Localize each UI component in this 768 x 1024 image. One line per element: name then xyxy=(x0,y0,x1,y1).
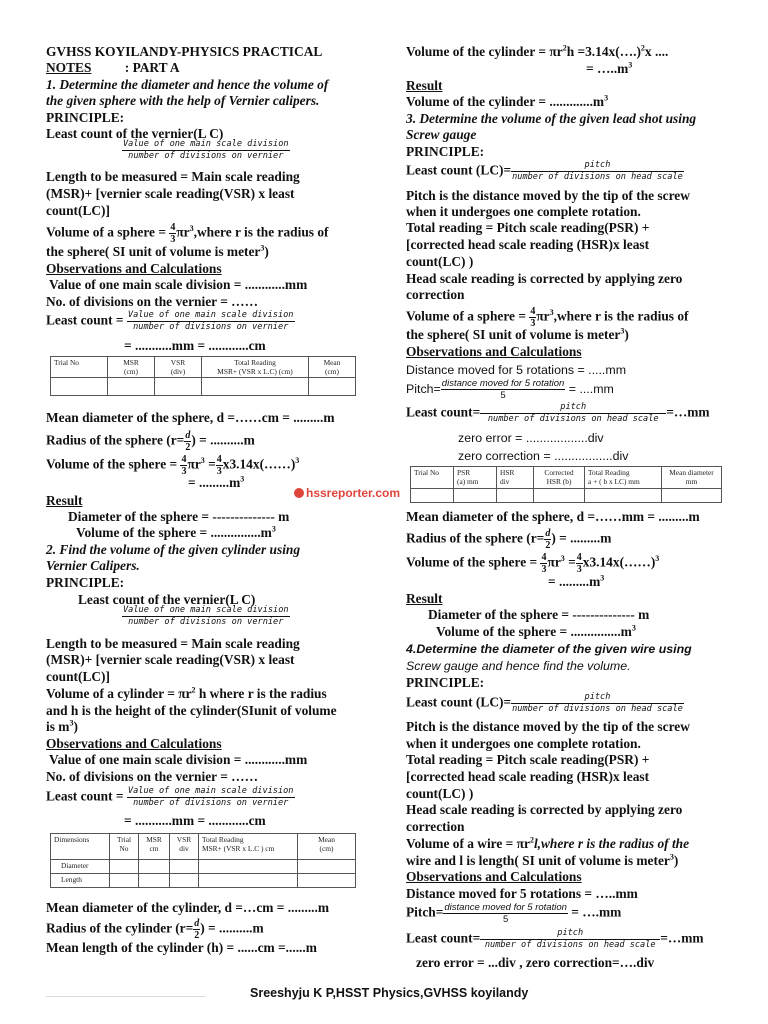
text: MSR xyxy=(123,358,139,367)
text: wire and l is length( SI unit of volume is meter xyxy=(406,853,670,868)
four-thirds-fraction: $\frac{4}{3}$ xyxy=(576,552,582,575)
exp4-total1: Total reading = Pitch scale reading(PSR) + xyxy=(406,752,650,767)
exp3-title-line1: 3. Determine the volume of the given lead shot using xyxy=(406,111,697,126)
exp4-principle-heading: PRINCIPLE: xyxy=(406,675,485,690)
exp4-least-count xyxy=(406,928,704,951)
exp2-principle-heading: PRINCIPLE: xyxy=(46,575,125,590)
exp1-radius xyxy=(46,430,255,453)
exp3-title-line2: Screw gauge xyxy=(406,127,477,142)
exp2-length-line2: (MSR)+ [vernier scale reading(VSR) x least xyxy=(46,652,295,667)
table-header-cell: Trial No xyxy=(411,467,454,489)
text: = …..m xyxy=(586,61,629,76)
text: x .... xyxy=(644,44,669,59)
table-cell xyxy=(110,860,139,874)
text: Volume of the cylinder = .............m xyxy=(406,94,605,109)
pitch-fraction: $\frac{\text{pitch}}{\text{number of divisions on head scale}}$ xyxy=(480,402,666,425)
notes-label: NOTES xyxy=(46,60,92,75)
exp1-sphere-volume-formula: Volume of a sphere = $\frac{4}{3}$ $\pi r^3,where$ r is the radius of xyxy=(46,222,329,245)
exp3-volume-result: = $.........m^3$ xyxy=(548,573,605,589)
exp2-least-count-label: Least count of the vernier(L C) xyxy=(78,592,256,607)
four-thirds-fraction: $\frac{4}{3}$ xyxy=(181,454,187,477)
exp1-mean-diameter: Mean diameter of the sphere, d =……cm = .........m xyxy=(46,410,335,425)
text: MSR+ (VSR x L.C ) cm xyxy=(202,844,275,853)
exp3-observation-table xyxy=(410,466,722,503)
exp1-si-unit: the sphere( SI unit of volume is meter$^3$) xyxy=(46,243,269,259)
exp2-mean-length: Mean length of the cylinder (h) = ......cm =......m xyxy=(46,940,317,955)
text: = ....mm xyxy=(568,381,614,396)
exp2-result-volume: Volume of the cylinder = $.............m^3$ xyxy=(406,93,609,109)
text: ) = ..........m xyxy=(191,432,255,448)
exp4-total3: count(LC) ) xyxy=(406,786,474,801)
exp2-title-line2: Vernier Calipers. xyxy=(46,558,140,573)
exp2-cylinder-volume-line1: Volume of a cylinder = $\pi r^2$ h where r is the radius xyxy=(46,685,327,701)
pitch-fraction: $\frac{\text{pitch}}{\text{number of divisions on head scale}}$ xyxy=(512,692,683,714)
exp1-length-line3: count(LC)] xyxy=(46,203,110,218)
table-header-cell xyxy=(662,467,722,489)
table-cell xyxy=(298,860,356,874)
exp4-lc-formula xyxy=(406,692,684,715)
text: πr xyxy=(187,456,201,472)
exp2-lc-result: = ...........mm = ............cm xyxy=(124,813,266,828)
text: l,where r is the radius of the xyxy=(533,836,690,851)
four-thirds-fraction: $\frac{4}{3}$ xyxy=(170,222,176,245)
table-cell xyxy=(199,860,298,874)
header-part xyxy=(46,60,180,76)
exp1-length-line1: Length to be measured = Main scale reading xyxy=(46,169,300,184)
table-header-cell xyxy=(108,357,155,378)
exp1-least-count-label: Least count of the vernier(L C) xyxy=(46,126,224,141)
exp3-pitch xyxy=(406,378,614,401)
text: div xyxy=(500,477,510,486)
text: hssreporter.com xyxy=(306,486,401,500)
text: Pitch= xyxy=(406,381,441,396)
exp1-observations-heading: Observations and Calculations xyxy=(46,261,222,276)
table-header-cell xyxy=(199,834,298,860)
table-cell xyxy=(199,874,298,888)
text: Least count (LC)= xyxy=(406,694,512,710)
exp3-pitch-def1: Pitch is the distance moved by the tip of the screw xyxy=(406,188,690,203)
text: Least count = xyxy=(46,312,124,328)
text: MSR xyxy=(146,835,162,844)
exp1-title-line1: 1. Determine the diameter and hence the volume of xyxy=(46,77,329,92)
text: (cm) xyxy=(124,367,138,376)
text: Least count= xyxy=(406,930,481,946)
exp1-volume-result: = $.........m^3$ xyxy=(188,474,245,490)
table-cell xyxy=(411,489,454,503)
d-over-2-fraction: $\frac{d}{2}$ xyxy=(545,528,551,551)
cylinder-volume-calc: Volume of the cylinder = $\pi r^2h$ =3.14x(….)$^2$x .... xyxy=(406,43,669,59)
exp1-no-div: No. of divisions on the vernier = …… xyxy=(46,294,258,309)
table-cell xyxy=(585,489,662,503)
exp4-pitch-def2: when it undergoes one complete rotation. xyxy=(406,736,641,751)
pitch-distance-fraction: $\frac{\text{distance moved for 5 rotation}}{5}$ xyxy=(444,902,567,925)
text: div xyxy=(179,844,189,853)
text: Total Reading xyxy=(202,835,244,844)
exp2-mean-diameter: Mean diameter of the cylinder, d =…cm = .........m xyxy=(46,900,330,915)
exp2-one-msd: Value of one main scale division = ............mm xyxy=(49,752,308,767)
four-thirds-fraction: $\frac{4}{3}$ xyxy=(530,306,536,329)
text: = ….mm xyxy=(571,904,622,920)
text: πr xyxy=(536,308,550,324)
text: = xyxy=(204,456,216,472)
text: Least count = xyxy=(46,788,124,804)
text: (cm) xyxy=(325,367,339,376)
header-title: GVHSS KOYILANDY-PHYSICS PRACTICAL xyxy=(46,44,323,59)
four-thirds-fraction: $\frac{4}{3}$ xyxy=(216,454,222,477)
exp1-result-heading: Result xyxy=(46,493,83,508)
exp4-title-line1: 4.Determine the diameter of the given wire using xyxy=(406,642,692,656)
table-cell: Diameter xyxy=(51,860,110,874)
table-cell xyxy=(534,489,585,503)
table-cell xyxy=(309,378,356,396)
exp2-no-div: No. of divisions on the vernier = …… xyxy=(46,769,258,784)
table-cell xyxy=(110,874,139,888)
text: Least count= xyxy=(406,404,481,420)
exp3-mean-diameter: Mean diameter of the sphere, d =……mm = .........m xyxy=(406,509,700,524)
watermark-logo-icon xyxy=(294,488,304,498)
exp2-cylinder-volume-line2: and h is the height of the cylinder(SIunit of volume xyxy=(46,703,337,718)
lc-fraction: $\frac{\text{Value of one main scale division}}{\text{number of divisions on vernier}}$ xyxy=(123,605,289,627)
exp3-zero-correction: zero correction = .................div xyxy=(458,449,629,463)
exp2-observations-heading: Observations and Calculations xyxy=(46,736,222,751)
exp3-total1: Total reading = Pitch scale reading(PSR) + xyxy=(406,220,650,235)
lc-fraction: $\frac{\text{Value of one main scale division}}{\text{number of divisions on vernier}}$ xyxy=(127,786,294,808)
exp4-title-line2: Screw gauge and hence find the volume. xyxy=(406,659,631,673)
exp1-lc-formula xyxy=(122,139,290,162)
table-header-cell xyxy=(110,834,139,860)
table-header-cell xyxy=(170,834,199,860)
exp1-least-count xyxy=(46,310,295,333)
cylinder-volume-result: = $\dots..m^3$ xyxy=(586,60,633,76)
text: = xyxy=(564,554,576,570)
exp3-head-corr1: Head scale reading is corrected by applying zero xyxy=(406,271,683,286)
table-cell xyxy=(51,378,108,396)
table-cell: Length xyxy=(51,874,110,888)
d-over-2-fraction: $\frac{d}{2}$ xyxy=(194,918,200,941)
footer-divider xyxy=(46,996,206,997)
exp4-pitch xyxy=(406,902,621,925)
table-cell xyxy=(202,378,309,396)
lc-fraction: $\frac{\text{Value of one main scale division}}{\text{number of divisions on vernier}}$ xyxy=(127,310,294,332)
exp2-observation-table xyxy=(50,833,356,888)
text: is m xyxy=(46,719,70,734)
text: Total Reading xyxy=(234,358,276,367)
pitch-distance-fraction: $\frac{\text{distance moved for 5 rotation}}{5}$ xyxy=(441,378,565,401)
text: Radius of the cylinder (r= xyxy=(46,920,194,936)
exp3-result-volume: Volume of the sphere = $...............m^3$ xyxy=(436,623,636,639)
text: h where r is the radius xyxy=(195,686,327,701)
exp2-length-line3: count(LC)] xyxy=(46,669,110,684)
exp3-total2: [corrected head scale reading (HSR)x least xyxy=(406,237,650,252)
exp3-radius xyxy=(406,528,611,551)
text: a + ( b x LC) mm xyxy=(588,477,640,486)
table-header-cell xyxy=(309,357,356,378)
text: Mean xyxy=(318,835,335,844)
text: x3.14x(……) xyxy=(582,554,656,570)
exp1-length-line2: (MSR)+ [vernier scale reading(VSR) x least xyxy=(46,186,295,201)
text: mm xyxy=(685,477,698,486)
text: = .........m xyxy=(188,475,241,490)
exp2-radius xyxy=(46,918,264,941)
exp3-principle-heading: PRINCIPLE: xyxy=(406,144,485,159)
text: Radius of the sphere (r= xyxy=(406,530,545,546)
text: πr xyxy=(176,224,190,240)
text: ,where r is the radius of xyxy=(193,224,329,240)
text: the sphere( SI unit of volume is meter xyxy=(406,327,621,342)
text: MSR+ (VSR x L.C) (cm) xyxy=(217,367,293,376)
text: Mean diameter xyxy=(669,468,714,477)
table-cell xyxy=(170,860,199,874)
four-thirds-fraction: $\frac{4}{3}$ xyxy=(541,552,547,575)
exp3-least-count xyxy=(406,402,710,425)
text: (a) mm xyxy=(457,477,479,486)
table-header-cell: Dimensions xyxy=(51,834,110,860)
text: Pitch= xyxy=(406,904,444,920)
text: ) = .........m xyxy=(551,530,612,546)
exp3-sphere-volume-formula: Volume of a sphere = $\frac{4}{3}$ $\pi r^3,where$ r is the radius of xyxy=(406,306,689,329)
exp1-observation-table xyxy=(50,356,356,396)
table-header-cell xyxy=(298,834,356,860)
exp1-one-msd: Value of one main scale division = ............mm xyxy=(49,277,308,292)
text: Volume of a sphere = xyxy=(46,224,166,240)
table-header-cell xyxy=(454,467,497,489)
table-cell xyxy=(170,874,199,888)
exp4-pitch-def1: Pitch is the distance moved by the tip of the screw xyxy=(406,719,690,734)
exp1-title-line2: the given sphere with the help of Vernier calipers. xyxy=(46,93,320,108)
lc-fraction: $\frac{\text{Value of one main scale division}}{\text{number of divisions on vernier}}$ xyxy=(123,139,289,161)
exp2-title-line1: 2. Find the volume of the given cylinder using xyxy=(46,542,301,557)
pitch-fraction: $\frac{\text{pitch}}{\text{number of divisions on head scale}}$ xyxy=(512,160,683,182)
table-cell xyxy=(497,489,534,503)
text: h =3.14x(….) xyxy=(566,44,641,59)
exp3-zero-error: zero error = ..................div xyxy=(458,431,604,445)
table-cell xyxy=(139,860,170,874)
text: cm xyxy=(149,844,159,853)
watermark xyxy=(294,486,400,500)
text: (cm) xyxy=(319,844,334,853)
exp3-distance-5: Distance moved for 5 rotations = .....mm xyxy=(406,363,627,377)
text: Volume of the cylinder = πr xyxy=(406,44,563,59)
text: Volume of the sphere = ...............m xyxy=(76,525,272,540)
exp3-observations-heading: Observations and Calculations xyxy=(406,344,582,359)
table-header-cell xyxy=(155,357,202,378)
text: Volume of a wire = πr xyxy=(406,836,530,851)
table-cell xyxy=(662,489,722,503)
footer-credit: Sreeshyju K P,HSST Physics,GVHSS koyilandy xyxy=(250,986,529,1000)
exp1-result-volume: Volume of the sphere = $...............m^3$ xyxy=(76,524,276,540)
table-cell xyxy=(155,378,202,396)
text: Least count (LC)= xyxy=(406,162,512,178)
text: ) = ..........m xyxy=(200,920,264,936)
exp4-wire-volume-line2: wire and l is length( SI unit of volume is meter$^3$) xyxy=(406,852,679,868)
text: Trial xyxy=(116,835,132,844)
exp4-total2: [corrected head scale reading (HSR)x least xyxy=(406,769,650,784)
text: Volume of a sphere = xyxy=(406,308,526,324)
exp4-wire-volume-line1: Volume of a wire = $\pi r^2l,where$ r is the radius of the xyxy=(406,835,690,851)
exp4-head-corr2: correction xyxy=(406,819,465,834)
text: πr xyxy=(547,554,561,570)
text: Radius of the sphere (r= xyxy=(46,432,185,448)
text: VSR xyxy=(176,835,192,844)
text: (div) xyxy=(170,367,186,376)
pitch-fraction: $\frac{\text{pitch}}{\text{number of divisions on head scale}}$ xyxy=(480,928,660,951)
text: Total Reading xyxy=(588,468,630,477)
exp3-lc-formula xyxy=(406,160,684,183)
text: No xyxy=(119,844,129,853)
text: Volume of the sphere = xyxy=(46,456,178,472)
table-cell xyxy=(108,378,155,396)
text: x3.14x(……) xyxy=(222,456,296,472)
table-header-cell xyxy=(202,357,309,378)
exp1-sphere-volume-calc: Volume of the sphere = $\frac{4}{3}$ $\pi r^3$ = $\frac{4}{3}$ x3.14x(……)$^3$ xyxy=(46,454,300,477)
exp3-head-corr2: correction xyxy=(406,287,465,302)
text: HSR xyxy=(500,468,515,477)
text: ,where r is the radius of xyxy=(553,308,689,324)
exp3-total3: count(LC) ) xyxy=(406,254,474,269)
exp3-result-diameter: Diameter of the sphere = -------------- m xyxy=(428,607,650,622)
exp2-length-line1: Length to be measured = Main scale reading xyxy=(46,636,300,651)
exp1-lc-result: = ...........mm = ............cm xyxy=(124,338,266,353)
table-header-cell xyxy=(534,467,585,489)
exp2-least-count xyxy=(46,786,295,809)
exp3-sphere-volume-calc: Volume of the sphere = $\frac{4}{3}$ $\pi r^3$ = $\frac{4}{3}$ x3.14x(……)$^3$ xyxy=(406,552,660,575)
exp2-cylinder-volume-line3: is $m^3$) xyxy=(46,718,78,734)
text: Corrected xyxy=(544,468,574,477)
text: Volume of the sphere = xyxy=(406,554,538,570)
exp2-result-heading: Result xyxy=(406,78,443,93)
d-over-2-fraction: $\frac{d}{2}$ xyxy=(185,430,191,453)
table-cell xyxy=(298,874,356,888)
exp4-distance-5: Distance moved for 5 rotations = …..mm xyxy=(406,886,638,901)
text: =…mm xyxy=(660,930,704,946)
table-header-cell xyxy=(497,467,534,489)
text: Mean xyxy=(323,358,341,367)
table-header-cell: Trial No xyxy=(51,357,108,378)
text: the sphere( SI unit of volume is meter xyxy=(46,244,261,259)
text: Volume of a cylinder = πr xyxy=(46,686,192,701)
text: HSR (b) xyxy=(546,477,572,486)
text: PSR xyxy=(457,468,471,477)
exp2-lc-formula xyxy=(122,605,290,628)
text: = .........m xyxy=(548,574,601,589)
table-cell xyxy=(139,874,170,888)
exp3-pitch-def2: when it undergoes one complete rotation. xyxy=(406,204,641,219)
table-header-cell xyxy=(139,834,170,860)
table-cell xyxy=(454,489,497,503)
exp4-head-corr1: Head scale reading is corrected by applying zero xyxy=(406,802,683,817)
exp4-zero-line: zero error = ...div , zero correction=….div xyxy=(416,955,655,970)
exp1-principle-heading: PRINCIPLE: xyxy=(46,110,125,125)
exp1-result-diameter: Diameter of the sphere = -------------- m xyxy=(68,509,290,524)
text: VSR xyxy=(170,358,186,367)
exp3-result-heading: Result xyxy=(406,591,443,606)
exp3-si-unit: the sphere( SI unit of volume is meter$^3$) xyxy=(406,326,629,342)
text: =…mm xyxy=(666,404,710,420)
exp4-observations-heading: Observations and Calculations xyxy=(406,869,582,884)
text: Volume of the sphere = ...............m xyxy=(436,624,632,639)
part-label: : PART A xyxy=(124,60,180,75)
table-header-cell xyxy=(585,467,662,489)
